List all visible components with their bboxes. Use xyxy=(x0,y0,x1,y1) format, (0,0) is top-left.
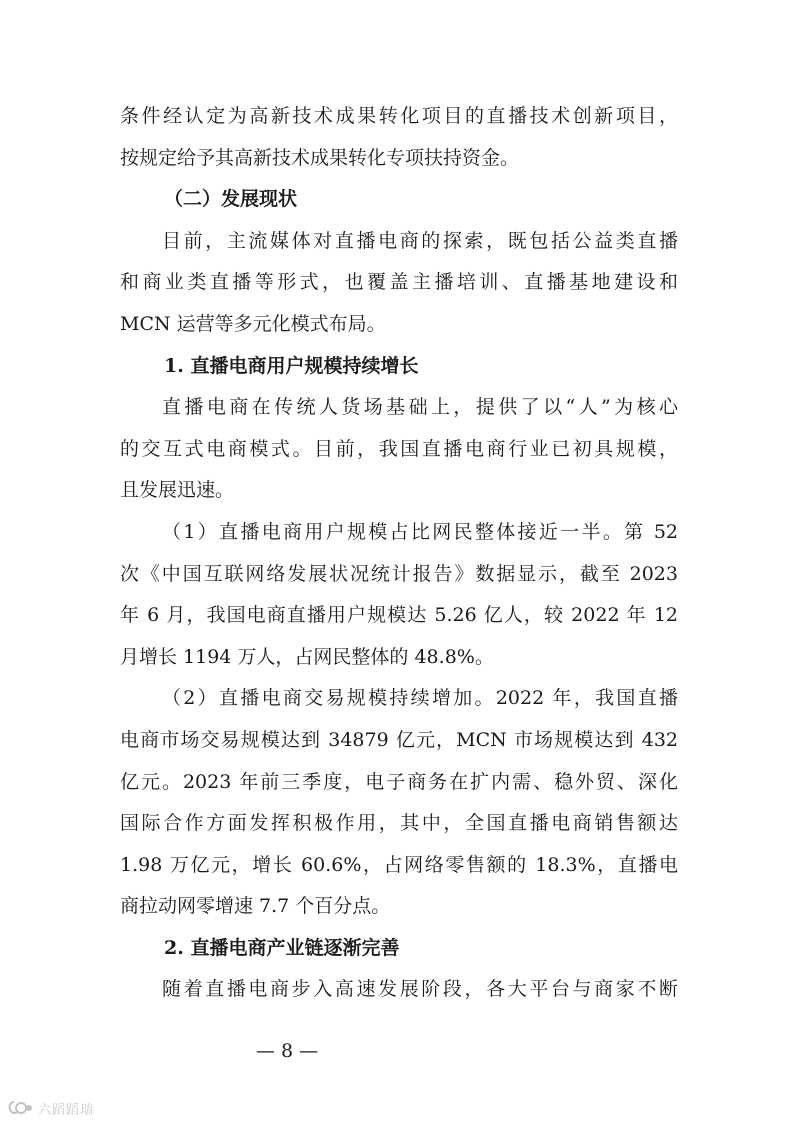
paragraph-line: 按规定给予其高新技术成果转化专项扶持资金。 xyxy=(120,146,520,169)
watermark xyxy=(8,1098,94,1118)
page-number xyxy=(0,1040,794,1062)
brand-logo-icon xyxy=(8,1100,34,1116)
paragraph-line: 目前，主流媒体对直播电商的探索，既包括公益类直播 xyxy=(162,229,678,252)
paragraph-line: 电商市场交易规模达到 34879 亿元，MCN 市场规模达到 432 xyxy=(120,728,678,751)
paragraph-line: 亿元。2023 年前三季度，电子商务在扩内需、稳外贸、深化 xyxy=(120,770,678,793)
page-number-text: — 8 — xyxy=(255,1040,319,1062)
paragraph-line: 直播电商在传统人货场基础上，提供了以“人”为核心 xyxy=(162,396,678,419)
paragraph-line: 的交互式电商模式。目前，我国直播电商行业已初具规模， xyxy=(120,437,678,460)
paragraph-line: 商拉动网零增速 7.7 个百分点。 xyxy=(120,895,391,918)
paragraph-line: 条件经认定为高新技术成果转化项目的直播技术创新项目， xyxy=(120,105,678,127)
paragraph-line: 次《中国互联网络发展状况统计报告》数据显示，截至 2023 xyxy=(120,562,678,585)
paragraph-line: （1）直播电商用户规模占比网民整体接近一半。第 52 xyxy=(162,520,678,543)
paragraph-line: MCN 运营等多元化模式布局。 xyxy=(120,312,386,335)
paragraph-line: 年 6 月，我国电商直播用户规模达 5.26 亿人，较 2022 年 12 xyxy=(120,604,678,627)
paragraph-line: 且发展迅速。 xyxy=(120,479,235,502)
subsection-heading: 2. 直播电商产业链逐渐完善 xyxy=(164,936,400,959)
paragraph-line: 1.98 万亿元，增长 60.6%，占网络零售额的 18.3%，直播电 xyxy=(120,853,678,876)
paragraph-line: 随着直播电商步入高速发展阶段，各大平台与商家不断 xyxy=(162,978,678,1001)
watermark-text: 六蹈蹈瑞 xyxy=(38,1102,95,1118)
document-body xyxy=(120,96,678,1011)
paragraph-line: （2）直播电商交易规模持续增加。2022 年，我国直播 xyxy=(162,687,678,710)
section-heading: （二）发展现状 xyxy=(164,188,298,211)
paragraph-line: 和商业类直播等形式，也覆盖主播培训、直播基地建设和 xyxy=(120,271,678,294)
paragraph-line: 月增长 1194 万人，占网民整体的 48.8%。 xyxy=(120,645,494,668)
subsection-heading: 1. 直播电商用户规模持续增长 xyxy=(164,354,419,377)
paragraph-line: 国际合作方面发挥积极作用，其中，全国直播电商销售额达 xyxy=(120,812,678,835)
